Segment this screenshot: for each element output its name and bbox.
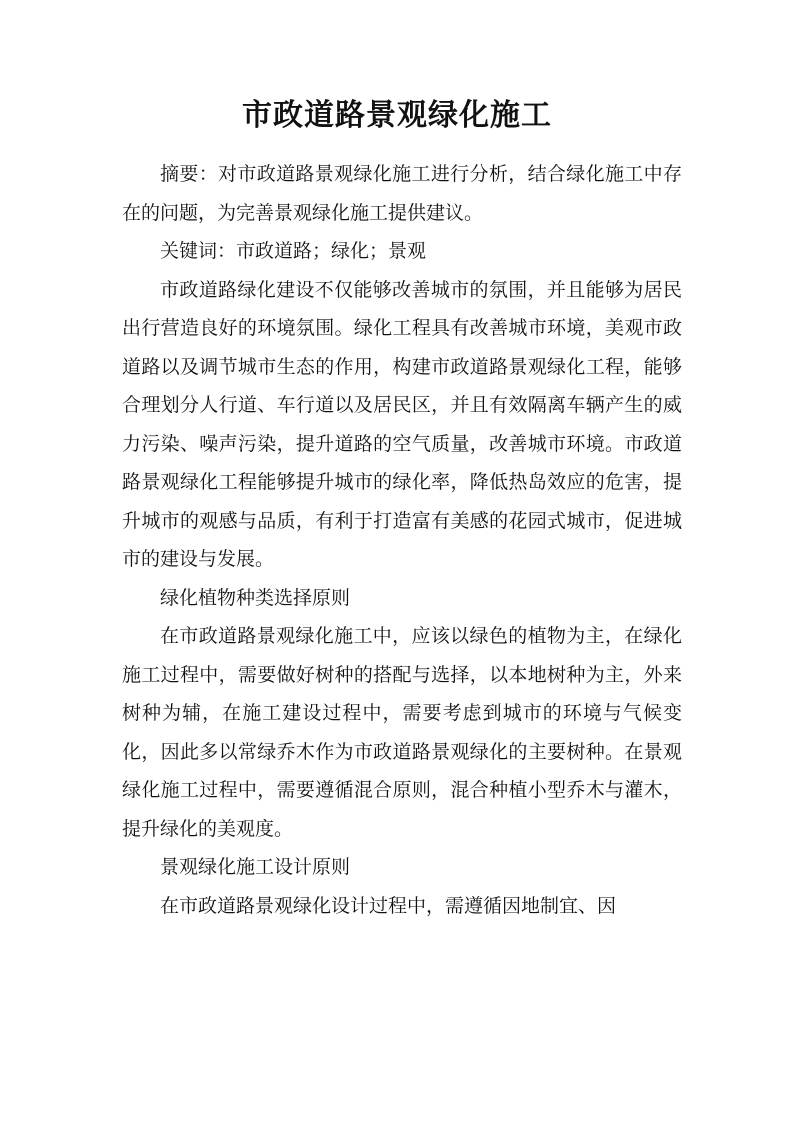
document-body — [122, 155, 682, 925]
plant-selection-paragraph: 在市政道路景观绿化施工中，应该以绿色的植物为主，在绿化施工过程中，需要做好树种的搭配与选择，以本地树种为主，外来树种为辅，在施工建设过程中，需要考虑到城市的环境与气候变化，因此多以常绿乔木作为市政道路景观绿化的主要树种。在景观绿化施工过程中，需要遵循混合原则，混合种植小型乔木与灌木，提升绿化的美观度。 — [122, 625, 682, 840]
document-title: 市政道路景观绿化施工 — [242, 98, 552, 133]
keywords-line: 关键词：市政道路；绿化；景观 — [160, 240, 427, 262]
intro-paragraph: 市政道路绿化建设不仅能够改善城市的氛围，并且能够为居民出行营造良好的环境氛围。绿化工程具有改善城市环境，美观市政道路以及调节城市生态的作用，构建市政道路景观绿化工程，能够合理划分人行道、车行道以及居民区，并且有效隔离车辆产生的威力污染、噪声污染，提升道路的空气质量，改善城市环境。市政道路景观绿化工程能够提升城市的绿化率，降低热岛效应的危害，提升城市的观感与品质，有利于打造富有美感的花园式城市，促进城市的建设与发展。 — [122, 278, 682, 570]
design-principles-paragraph: 在市政道路景观绿化设计过程中，需遵循因地制宜、因 — [160, 894, 617, 917]
abstract-paragraph: 摘要：对市政道路景观绿化施工进行分析，结合绿化施工中存在的问题，为完善景观绿化施工提供建议。 — [122, 163, 682, 224]
section-heading-design-principles: 景观绿化施工设计原则 — [160, 856, 351, 878]
section-heading-plant-selection: 绿化植物种类选择原则 — [160, 586, 351, 609]
